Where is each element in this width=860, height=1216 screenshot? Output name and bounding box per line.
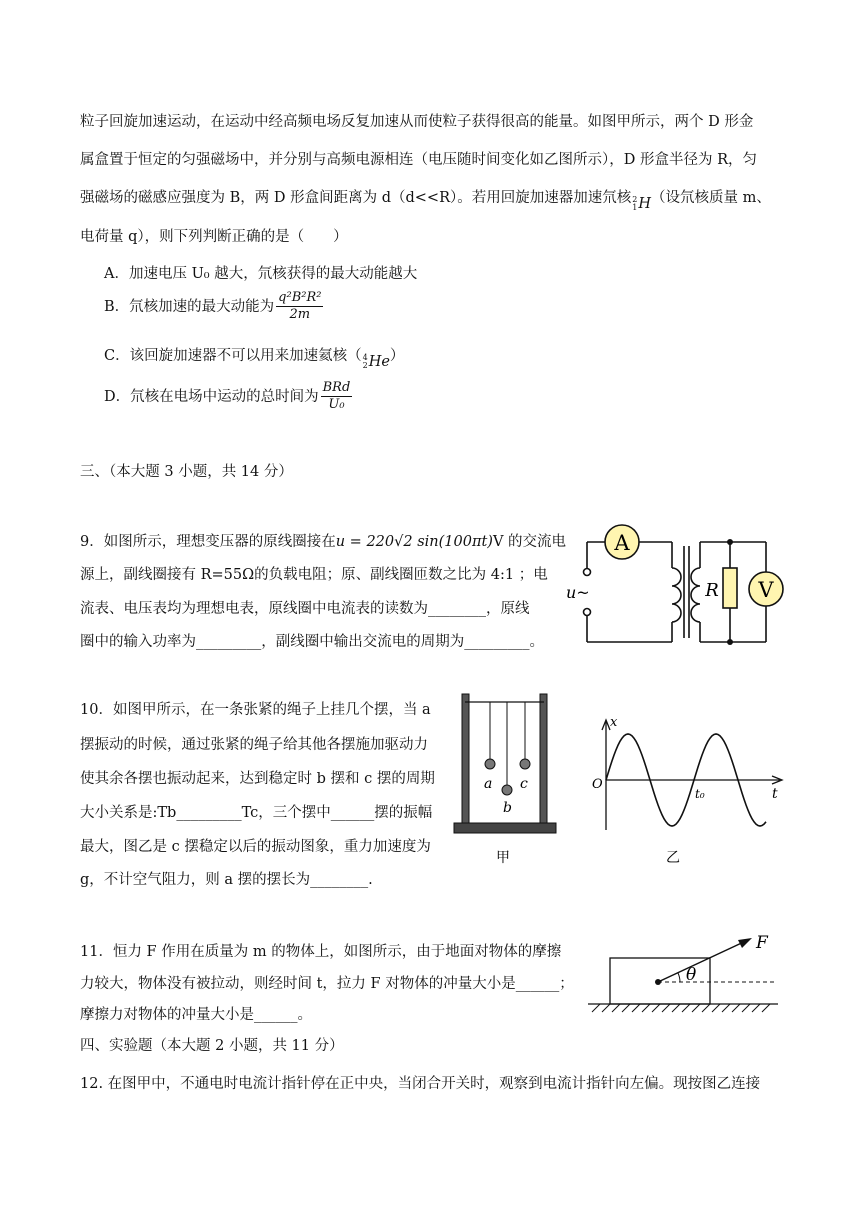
q8-line-3-tail: （设氘核质量 m、 bbox=[651, 190, 771, 206]
q11-line-2: 力较大，物体没有被拉动，则经时间 t，拉力 F 对物体的冲量大小是______； bbox=[80, 976, 574, 992]
resistor-label: R bbox=[705, 580, 719, 601]
q10-line-6: g，不计空气阻力，则 a 摆的摆长为________. bbox=[80, 872, 373, 888]
t0-label: t₀ bbox=[695, 787, 705, 801]
q9-line-2: 源上，副线圈接有 R=55Ω的负载电阻；原、副线圈匝数之比为 4:1 ；电 bbox=[80, 567, 548, 583]
q9-line-3: 流表、电压表均为理想电表，原线圈中电流表的读数为________，原线 bbox=[80, 601, 530, 617]
pendulum-figure bbox=[448, 690, 568, 870]
pendulum-b-label: b bbox=[503, 800, 512, 816]
deuteron-symbol: 2 1 H bbox=[632, 195, 651, 212]
total-time-fraction: $\frac{\text{BRd}}{\text{U₀}}$ bbox=[322, 380, 351, 413]
q8-line-3-text: 强磁场的磁感应强度为 B，两 D 形盒间距离为 d（d<<R）。若用回旋加速器加速氘核 bbox=[80, 190, 632, 206]
q8-option-d: D．氘核在电场中运动的总时间为 $\frac{\text{BRd}}{\text{U₀}}$ bbox=[104, 380, 351, 413]
q9-line-4: 圈中的输入功率为_________，副线圈中输出交流电的周期为_________。 bbox=[80, 634, 544, 650]
q10-line-4: 大小关系是:Tb_________Tc，三个摆中______摆的振幅 bbox=[80, 805, 433, 821]
axis-t-label: t bbox=[772, 786, 778, 802]
origin-label: O bbox=[592, 777, 603, 792]
section-3-heading: 三、（本大题 3 小题，共 14 分） bbox=[80, 464, 293, 480]
block-force-figure bbox=[588, 928, 778, 1018]
q8-option-c: C．该回旋加速器不可以用来加速氦核（ 4 2 He ） bbox=[104, 348, 405, 370]
q10-line-1: 10．如图甲所示，在一条张紧的绳子上挂几个摆，当 a bbox=[80, 702, 431, 718]
angle-theta-label: θ bbox=[686, 965, 697, 985]
figure-jia-caption: 甲 bbox=[496, 850, 510, 866]
voltage-formula: u = 220√2 sin(100πt) bbox=[335, 534, 493, 550]
q8-line-3 bbox=[80, 186, 771, 212]
pendulum-a-label: a bbox=[484, 776, 493, 792]
helium-symbol: 4 2 He bbox=[362, 353, 390, 370]
max-kinetic-energy-fraction: $\frac{\text{q²B²R²}}{2m}$ bbox=[278, 290, 322, 323]
transformer-circuit-figure bbox=[562, 520, 782, 650]
q11-line-3: 摩擦力对物体的冲量大小是______。 bbox=[80, 1007, 312, 1023]
q8-line-4: 电荷量 q），则下列判断正确的是（ ） bbox=[80, 229, 348, 245]
force-f-label: F bbox=[756, 933, 768, 953]
q8-option-a: A．加速电压 U₀ 越大，氘核获得的最大动能越大 bbox=[104, 266, 418, 282]
voltmeter-label: V bbox=[758, 578, 774, 602]
source-label: u~ bbox=[566, 583, 590, 602]
q10-line-2: 摆振动的时候，通过张紧的绳子给其他各摆施加驱动力 bbox=[80, 737, 428, 753]
q8-line-1: 粒子回旋加速运动，在运动中经高频电场反复加速从而使粒子获得很高的能量。如图甲所示，两个 D 形金 bbox=[80, 114, 754, 130]
pendulum-c-label: c bbox=[520, 776, 528, 792]
ammeter-label: A bbox=[614, 531, 630, 555]
q8-line-2: 属盒置于恒定的匀强磁场中，并分别与高频电源相连（电压随时间变化如乙图所示），D 形盒半径为 R，匀 bbox=[80, 152, 758, 168]
q10-line-5: 最大，图乙是 c 摆稳定以后的振动图象，重力加速度为 bbox=[80, 839, 431, 855]
q8-option-b: B．氘核加速的最大动能为 $\frac{\text{q²B²R²}}{2m}$ bbox=[104, 290, 322, 323]
q11-line-1: 11．恒力 F 作用在质量为 m 的物体上，如图所示，由于地面对物体的摩擦 bbox=[80, 944, 562, 960]
q12-line-1: 12. 在图甲中，不通电时电流计指针停在正中央，当闭合开关时，观察到电流计指针向左偏。现按图乙连接 bbox=[80, 1076, 761, 1092]
figure-yi-caption: 乙 bbox=[666, 850, 680, 866]
vibration-graph bbox=[588, 712, 788, 872]
section-4-heading: 四、实验题（本大题 2 小题，共 11 分） bbox=[80, 1038, 344, 1054]
q10-line-3: 使其余各摆也振动起来，达到稳定时 b 摆和 c 摆的周期 bbox=[80, 771, 435, 787]
axis-x-label: x bbox=[610, 715, 618, 730]
q9-line-1: 9．如图所示，理想变压器的原线圈接在u = 220√2 sin(100πt)V 的交流电 bbox=[80, 534, 567, 550]
